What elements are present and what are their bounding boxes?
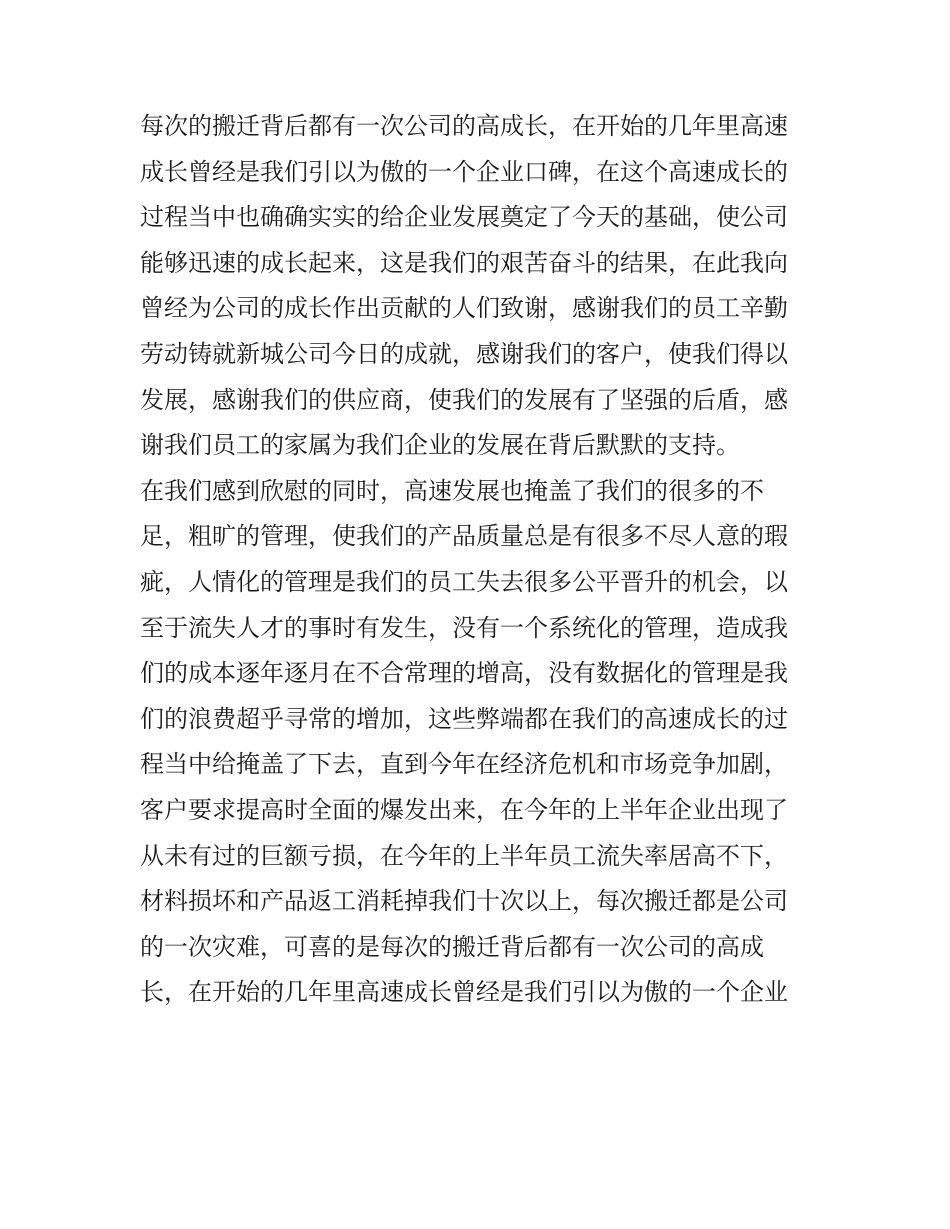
text-line: 每次的搬迁背后都有一次公司的高成长，在开始的几年里高速 (140, 112, 788, 140)
text-line: 客户要求提高时全面的爆发出来，在今年的上半年企业出现了 (140, 795, 788, 824)
text-line: 们的成本逐年逐月在不合常理的增高，没有数据化的管理是我 (140, 659, 788, 688)
text-line: 发展，感谢我们的供应商，使我们的发展有了坚强的后盾，感 (140, 385, 788, 414)
body-text (140, 104, 820, 1016)
text-line: 曾经为公司的成长作出贡献的人们致谢，感谢我们的员工辛勤 (140, 294, 788, 323)
text-line: 在我们感到欣慰的同时，高速发展也掩盖了我们的很多的不 (140, 476, 764, 505)
text-line: 谢我们员工的家属为我们企业的发展在背后默默的支持。 (140, 431, 740, 460)
text-line: 疵，人情化的管理是我们的员工失去很多公平晋升的机会，以 (140, 567, 788, 596)
text-line: 长，在开始的几年里高速成长曾经是我们引以为傲的一个企业 (140, 978, 788, 1007)
text-line: 成长曾经是我们引以为傲的一个企业口碑，在这个高速成长的 (140, 157, 788, 186)
text-line: 程当中给掩盖了下去，直到今年在经济危机和市场竞争加剧， (140, 750, 788, 779)
text-line: 能够迅速的成长起来，这是我们的艰苦奋斗的结果，在此我向 (140, 248, 788, 277)
text-line: 们的浪费超乎寻常的增加，这些弊端都在我们的高速成长的过 (140, 704, 788, 733)
text-line: 足，粗旷的管理，使我们的产品质量总是有很多不尽人意的瑕 (140, 522, 788, 551)
text-line: 从未有过的巨额亏损，在今年的上半年员工流失率居高不下， (140, 841, 788, 870)
text-line: 的一次灾难，可喜的是每次的搬迁背后都有一次公司的高成 (140, 932, 764, 961)
text-line: 劳动铸就新城公司今日的成就，感谢我们的客户，使我们得以 (140, 339, 788, 368)
text-line: 材料损坏和产品返工消耗掉我们十次以上，每次搬迁都是公司 (140, 887, 788, 916)
text-line: 至于流失人才的事时有发生，没有一个系统化的管理，造成我 (140, 613, 788, 642)
text-line: 过程当中也确确实实的给企业发展奠定了今天的基础，使公司 (140, 203, 788, 232)
